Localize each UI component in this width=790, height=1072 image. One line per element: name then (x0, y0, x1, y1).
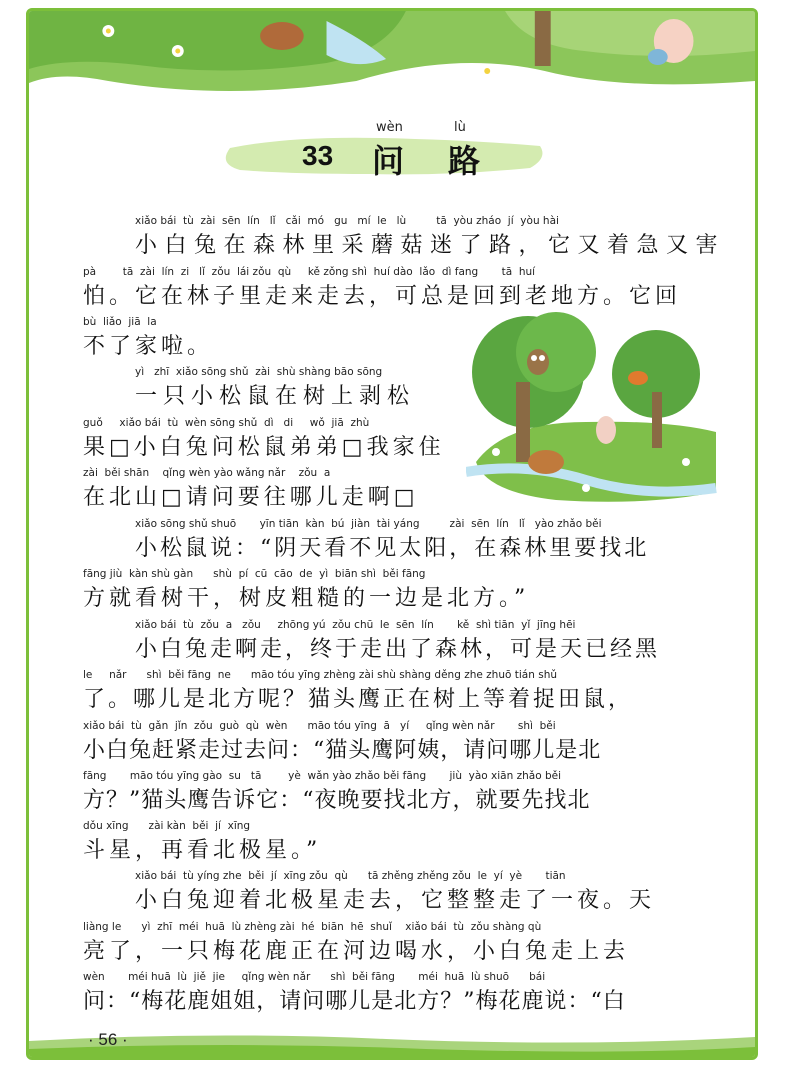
hanzi-row: 方就看树干，树皮粗糙的一边是北方。” (83, 586, 530, 611)
pinyin-row: liàng le yì zhī méi huā lù zhèng zài hé biān hē shuǐ xiǎo bái tù zǒu shàng qù (83, 921, 542, 933)
text-line (83, 366, 463, 416)
hanzi-row: 亮了，一只梅花鹿正在河边喝水，小白兔走上去 (83, 939, 630, 964)
pinyin-row: zài běi shān qǐng wèn yào wǎng nǎr zǒu a (83, 467, 331, 479)
text-line (83, 215, 726, 265)
text-line (83, 619, 703, 669)
text-line (83, 568, 703, 618)
pinyin-row: xiǎo bái tù gǎn jǐn zǒu guò qù wèn māo tóu yīng ā yí qǐng wèn nǎr shì běi (83, 720, 556, 732)
hanzi-row: 不了家啦。 (83, 334, 214, 359)
hanzi-row: 小松鼠说：“阴天看不见太阳，在森林里要找北 (135, 536, 650, 561)
hanzi-row: 小白兔迎着北极星走去，它整整走了一夜。天 (135, 888, 656, 913)
text-line (83, 266, 703, 316)
lesson-number: 33 (302, 140, 334, 171)
lesson-title (210, 118, 550, 188)
hanzi-row: 小白兔在森林里采蘑菇迷了路，它又着急又害 (135, 233, 726, 258)
top-forest-illustration (29, 11, 755, 101)
text-line (83, 316, 703, 366)
text-line (83, 820, 703, 870)
hanzi-row: 果□小白兔问松鼠弟弟□我家住 (83, 435, 445, 460)
pinyin-row: dǒu xīng zài kàn běi jí xīng (83, 820, 251, 832)
text-line (83, 417, 463, 467)
hanzi-row: 了。哪儿是北方呢？猫头鹰正在树上等着捉田鼠， (83, 687, 634, 712)
text-line (83, 971, 703, 1021)
bottom-grass-strip (29, 1031, 755, 1057)
text-line (83, 669, 703, 719)
title-char-2: 路 (448, 142, 481, 180)
pinyin-row: fāng māo tóu yīng gào su tā yè wǎn yào zhǎo běi fāng jiù yào xiān zhǎo běi (83, 770, 562, 782)
text-line (83, 518, 703, 568)
pinyin-row: fāng jiù kàn shù gàn shù pí cū cāo de yì biān shì běi fāng (83, 568, 426, 580)
text-line (83, 720, 703, 770)
title-pinyin-2: lù (454, 120, 466, 135)
hanzi-row: 小白兔走啊走，终于走出了森林，可是天已经黑 (135, 637, 661, 662)
pinyin-row: xiǎo bái tù zài sēn lín lǐ cǎi mó gu mí le lù tā yòu zháo jí yòu hài (135, 215, 559, 227)
pinyin-row: wèn méi huā lù jiě jie qǐng wèn nǎr shì běi fāng méi huā lù shuō bái (83, 971, 546, 983)
title-pinyin-1: wèn (376, 120, 403, 135)
hanzi-row: 在北山□请问要往哪儿走啊□ (83, 485, 419, 510)
text-line (83, 870, 703, 920)
pinyin-row: xiǎo sōng shǔ shuō yīn tiān kàn bú jiàn tài yáng zài sēn lín lǐ yào zhǎo běi (135, 518, 602, 530)
pinyin-row: xiǎo bái tù zǒu a zǒu zhōng yú zǒu chū le sēn lín kě shì tiān yǐ jīng hēi (135, 619, 576, 631)
pinyin-row: le nǎr shì běi fāng ne māo tóu yīng zhèng zài shù shàng děng zhe zhuō tián shǔ (83, 669, 557, 681)
hanzi-row: 怕。它在林子里走来走去，可总是回到老地方。它回 (83, 284, 682, 309)
page-number: · 56 · (88, 1030, 128, 1049)
text-line (83, 921, 703, 971)
hanzi-row: 问：“梅花鹿姐姐，请问哪儿是北方？”梅花鹿说：“白 (83, 989, 626, 1014)
pinyin-row: xiǎo bái tù yíng zhe běi jí xīng zǒu qù tā zhěng zhěng zǒu le yí yè tiān (135, 870, 566, 882)
pinyin-row: guǒ xiǎo bái tù wèn sōng shǔ dì di wǒ jiā zhù (83, 417, 370, 429)
pinyin-row: yì zhī xiǎo sōng shǔ zài shù shàng bāo sōng (135, 366, 383, 378)
hanzi-row: 方？”猫头鹰告诉它：“夜晚要找北方，就要先找北 (83, 788, 591, 813)
title-char-1: 问 (372, 142, 405, 180)
hanzi-row: 斗星，再看北极星。” (83, 838, 322, 863)
hanzi-row: 小白兔赶紧走过去问：“猫头鹰阿姨，请问哪儿是北 (83, 738, 602, 763)
text-line (83, 467, 463, 517)
text-line (83, 770, 703, 820)
pinyin-row: pà tā zài lín zi lǐ zǒu lái zǒu qù kě zǒng shì huí dào lǎo dì fang tā huí (83, 266, 536, 278)
hanzi-row: 一只小松鼠在树上剥松 (135, 384, 416, 409)
pinyin-row: bù liǎo jiā la (83, 316, 157, 328)
